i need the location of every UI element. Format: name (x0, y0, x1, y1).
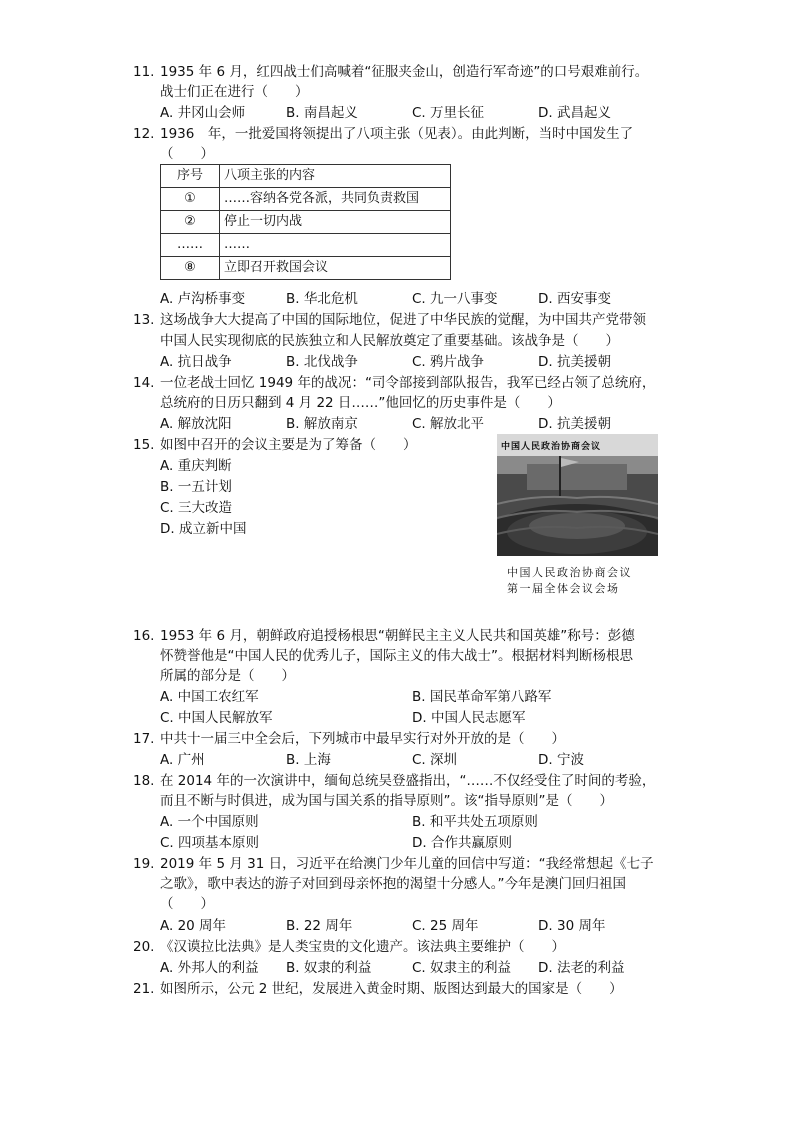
question-number: 11. (133, 64, 155, 80)
question-number: 13. (133, 312, 155, 328)
option-c[interactable]: C. 三大改造 (160, 500, 233, 516)
question-text: （ ） (160, 146, 214, 162)
table-cell: ① (161, 188, 220, 211)
question-text: 所属的部分是（ ） (160, 668, 295, 684)
table-row (161, 188, 451, 211)
table-cell: ……容纳各党各派，共同负责救国 (220, 188, 451, 211)
question-text: 战士们正在进行（ ） (160, 84, 309, 100)
option-c[interactable]: C. 鸦片战争 (412, 354, 485, 370)
question-text: 而且不断与时俱进，成为国与国关系的指导原则”。该“指导原则”是（ ） (160, 793, 613, 809)
question-text: 总统府的日历只翻到 4 月 22 日……”他回忆的历史事件是（ ） (160, 395, 561, 411)
question-number: 14. (133, 375, 155, 391)
option-b[interactable]: B. 北伐战争 (286, 354, 358, 370)
question-text: 如图所示，公元 2 世纪，发展进入黄金时期、版图达到最大的国家是（ ） (160, 981, 623, 997)
meeting-hall-illustration (497, 434, 658, 556)
table-cell: …… (161, 234, 220, 257)
table-cell: 停止一切内战 (220, 211, 451, 234)
question-text: 中共十一届三中全会后，下列城市中最早实行对外开放的是（ ） (160, 731, 565, 747)
option-c[interactable]: C. 解放北平 (412, 416, 485, 432)
option-a[interactable]: A. 外邦人的利益 (160, 960, 259, 976)
question-number: 20. (133, 939, 155, 955)
option-d[interactable]: D. 中国人民志愿军 (412, 710, 526, 726)
photo-caption: 第一届全体会议会场 (507, 582, 620, 595)
option-a[interactable]: A. 卢沟桥事变 (160, 291, 246, 307)
option-a[interactable]: A. 中国工农红军 (160, 689, 259, 705)
question-number: 17. (133, 731, 155, 747)
question-number: 21. (133, 981, 155, 997)
option-a[interactable]: A. 重庆判断 (160, 458, 232, 474)
question-number: 18. (133, 773, 155, 789)
photo-banner-text: 中国人民政治协商会议 (501, 442, 602, 452)
question-text: （ ） (160, 896, 214, 912)
option-c[interactable]: C. 万里长征 (412, 105, 485, 121)
table-row (161, 234, 451, 257)
question-text: 在 2014 年的一次演讲中，缅甸总统吴登盛指出，“……不仅经受住了时间的考验， (160, 773, 656, 789)
table-cell: 立即召开救国会议 (220, 257, 451, 280)
option-b[interactable]: B. 国民革命军第八路军 (412, 689, 552, 705)
photo-caption: 中国人民政治协商会议 (507, 566, 632, 579)
question-number: 19. (133, 856, 155, 872)
table-row (161, 257, 451, 280)
option-d[interactable]: D. 法老的利益 (538, 960, 625, 976)
question-number: 16. (133, 628, 155, 644)
table-cell: ② (161, 211, 220, 234)
option-a[interactable]: A. 井冈山会师 (160, 105, 246, 121)
question-text: 中国人民实现彻底的民族独立和人民解放奠定了重要基础。该战争是（ ） (160, 333, 619, 349)
option-a[interactable]: A. 抗日战争 (160, 354, 232, 370)
question-number: 12. (133, 126, 155, 142)
option-c[interactable]: C. 奴隶主的利益 (412, 960, 512, 976)
option-a[interactable]: A. 广州 (160, 752, 205, 768)
option-d[interactable]: D. 抗美援朝 (538, 354, 611, 370)
option-c[interactable]: C. 深圳 (412, 752, 458, 768)
option-c[interactable]: C. 25 周年 (412, 918, 479, 934)
option-b[interactable]: B. 奴隶的利益 (286, 960, 372, 976)
option-d[interactable]: D. 30 周年 (538, 918, 606, 934)
question-number: 15. (133, 437, 155, 453)
option-b[interactable]: B. 和平共处五项原则 (412, 814, 538, 830)
option-b[interactable]: B. 解放南京 (286, 416, 358, 432)
question-text: 1935 年 6 月，红四战士们高喊着“征服夹金山，创造行军奇迹”的口号艰难前行。 (160, 64, 649, 80)
option-b[interactable]: B. 华北危机 (286, 291, 358, 307)
table-cell: ⑧ (161, 257, 220, 280)
option-a[interactable]: A. 一个中国原则 (160, 814, 259, 830)
question-text: 1953 年 6 月，朝鲜政府追授杨根思“朝鲜民主主义人民共和国英雄”称号：彭德 (160, 628, 635, 644)
option-d[interactable]: D. 成立新中国 (160, 521, 247, 537)
question-text: 如图中召开的会议主要是为了筹备（ ） (160, 437, 417, 453)
option-c[interactable]: C. 四项基本原则 (160, 835, 260, 851)
cppcc-meeting-photo (497, 434, 658, 556)
option-d[interactable]: D. 抗美援朝 (538, 416, 611, 432)
eight-points-table (160, 164, 451, 280)
question-text: 之歌》，歌中表达的游子对回到母亲怀抱的渴望十分感人。”今年是澳门回归祖国 (160, 876, 626, 892)
table-row (161, 211, 451, 234)
option-b[interactable]: B. 上海 (286, 752, 331, 768)
question-text: 怀赞誉他是“中国人民的优秀儿子，国际主义的伟大战士”。根据材料判断杨根思 (160, 648, 633, 664)
option-a[interactable]: A. 解放沈阳 (160, 416, 232, 432)
table-header-cell: 八项主张的内容 (220, 165, 451, 188)
option-d[interactable]: D. 宁波 (538, 752, 584, 768)
option-d[interactable]: D. 武昌起义 (538, 105, 611, 121)
option-d[interactable]: D. 西安事变 (538, 291, 611, 307)
option-d[interactable]: D. 合作共赢原则 (412, 835, 512, 851)
option-b[interactable]: B. 南昌起义 (286, 105, 358, 121)
option-b[interactable]: B. 22 周年 (286, 918, 353, 934)
table-header-row (161, 165, 451, 188)
option-b[interactable]: B. 一五计划 (160, 479, 232, 495)
option-c[interactable]: C. 九一八事变 (412, 291, 498, 307)
question-text: 《汉谟拉比法典》是人类宝贵的文化遗产。该法典主要维护（ ） (160, 939, 565, 955)
option-a[interactable]: A. 20 周年 (160, 918, 227, 934)
question-text: 这场战争大大提高了中国的国际地位，促进了中华民族的觉醒，为中国共产党带领 (160, 312, 646, 328)
table-header-cell: 序号 (161, 165, 220, 188)
option-c[interactable]: C. 中国人民解放军 (160, 710, 273, 726)
question-text: 2019 年 5 月 31 日，习近平在给澳门少年儿童的回信中写道：“我经常想起《七子 (160, 856, 654, 872)
question-text: 1936 年，一批爱国将领提出了八项主张（见表）。由此判断，当时中国发生了 (160, 126, 634, 142)
question-text: 一位老战士回忆 1949 年的战况：“司令部接到部队报告，我军已经占领了总统府， (160, 375, 656, 391)
table-cell: …… (220, 234, 451, 257)
